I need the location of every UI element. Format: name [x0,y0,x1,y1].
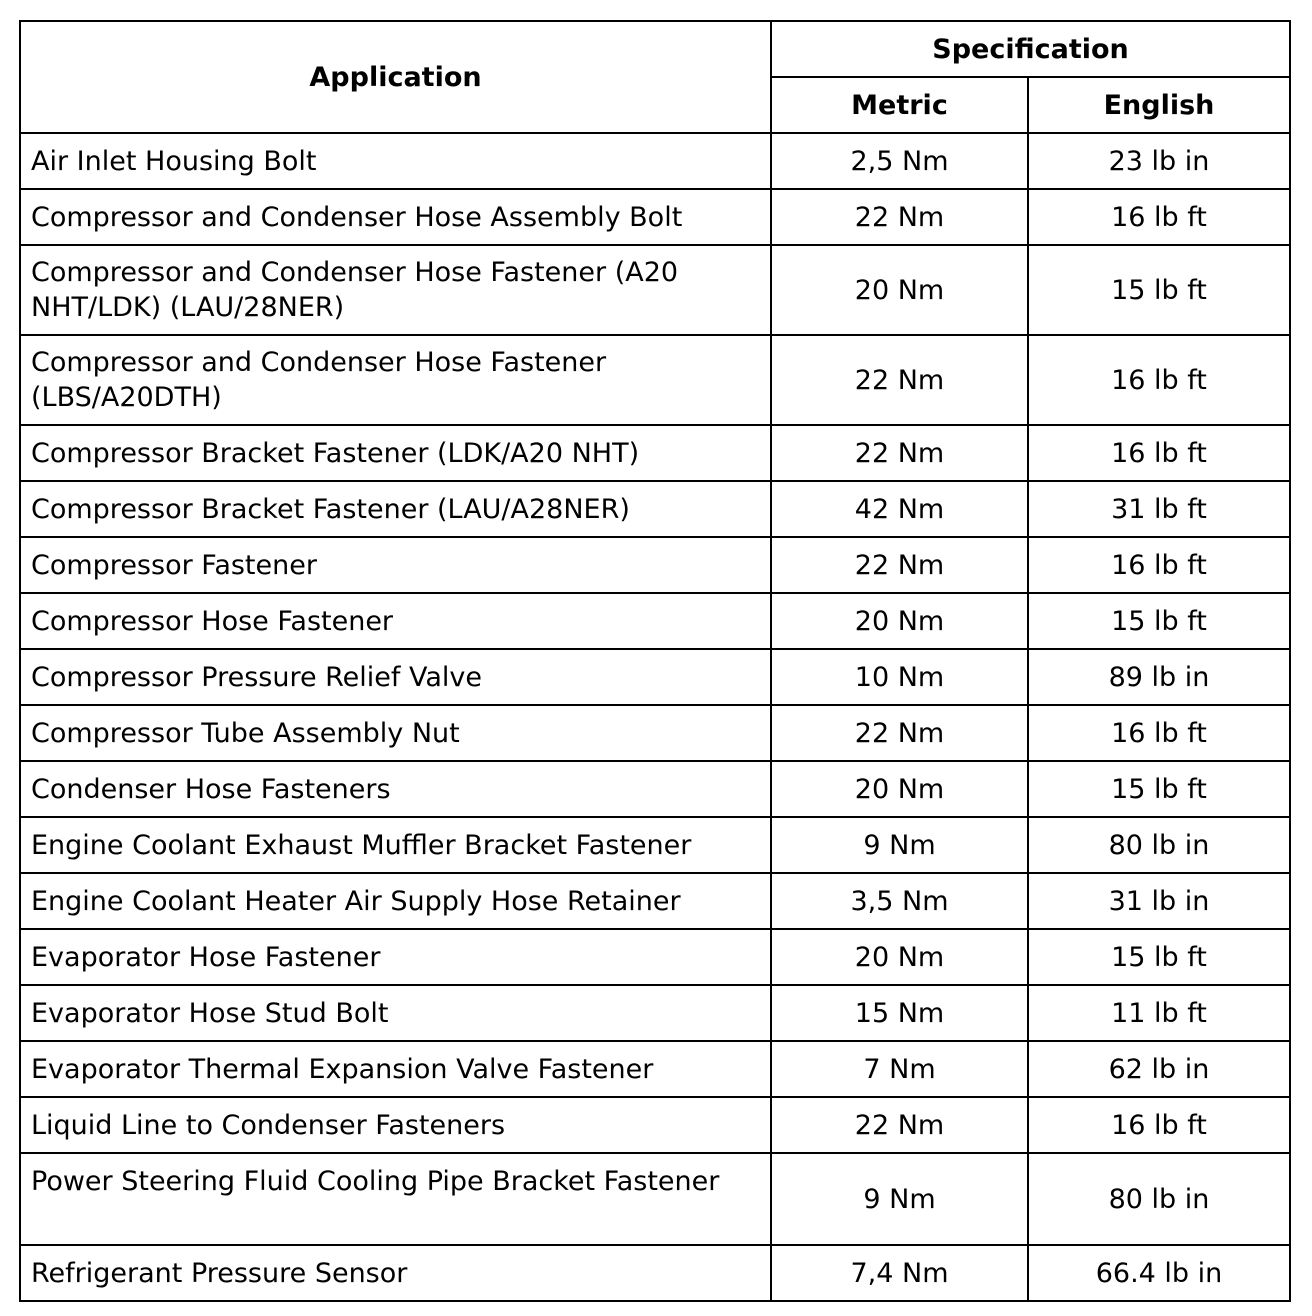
metric-header: Metric [771,77,1028,133]
english-cell: 89 lb in [1028,649,1290,705]
metric-cell: 22 Nm [771,705,1028,761]
application-cell: Compressor Hose Fastener [20,593,771,649]
application-cell: Compressor and Condenser Hose Assembly Bolt [20,189,771,245]
metric-cell: 10 Nm [771,649,1028,705]
application-cell: Evaporator Hose Fastener [20,929,771,985]
table-row [20,481,1290,537]
application-cell: Compressor and Condenser Hose Fastener (LBS/A20DTH) [20,335,771,425]
table-row [20,1097,1290,1153]
english-cell: 66.4 lb in [1028,1245,1290,1301]
specification-header: Specification [771,21,1290,77]
metric-cell: 20 Nm [771,245,1028,335]
table-row [20,245,1290,335]
metric-cell: 20 Nm [771,761,1028,817]
table-row [20,705,1290,761]
english-cell: 23 lb in [1028,133,1290,189]
table-row [20,133,1290,189]
metric-cell: 22 Nm [771,189,1028,245]
application-cell: Compressor Pressure Relief Valve [20,649,771,705]
table-row [20,335,1290,425]
application-cell: Compressor and Condenser Hose Fastener (A20 NHT/LDK) (LAU/28NER) [20,245,771,335]
english-cell: 80 lb in [1028,817,1290,873]
application-cell: Refrigerant Pressure Sensor [20,1245,771,1301]
table-row [20,593,1290,649]
application-cell: Power Steering Fluid Cooling Pipe Bracket Fastener [20,1153,771,1245]
english-cell: 16 lb ft [1028,537,1290,593]
table-row [20,1245,1290,1301]
table-row [20,649,1290,705]
table-row [20,873,1290,929]
application-cell: Compressor Bracket Fastener (LDK/A20 NHT) [20,425,771,481]
english-cell: 11 lb ft [1028,985,1290,1041]
table-row [20,929,1290,985]
metric-cell: 22 Nm [771,335,1028,425]
metric-cell: 15 Nm [771,985,1028,1041]
application-header: Application [20,21,771,133]
english-cell: 16 lb ft [1028,335,1290,425]
application-cell: Evaporator Hose Stud Bolt [20,985,771,1041]
application-cell: Engine Coolant Heater Air Supply Hose Retainer [20,873,771,929]
application-cell: Compressor Bracket Fastener (LAU/A28NER) [20,481,771,537]
header-row-top [20,21,1290,77]
application-cell: Evaporator Thermal Expansion Valve Fastener [20,1041,771,1097]
english-header: English [1028,77,1290,133]
table-row [20,1153,1290,1245]
english-cell: 15 lb ft [1028,929,1290,985]
metric-cell: 20 Nm [771,593,1028,649]
metric-cell: 3,5 Nm [771,873,1028,929]
metric-cell: 7 Nm [771,1041,1028,1097]
english-cell: 15 lb ft [1028,761,1290,817]
table-row [20,425,1290,481]
application-cell: Condenser Hose Fasteners [20,761,771,817]
english-cell: 62 lb in [1028,1041,1290,1097]
application-cell: Engine Coolant Exhaust Muffler Bracket Fastener [20,817,771,873]
english-cell: 15 lb ft [1028,245,1290,335]
metric-cell: 22 Nm [771,425,1028,481]
table-row [20,537,1290,593]
application-cell: Liquid Line to Condenser Fasteners [20,1097,771,1153]
table-row [20,817,1290,873]
english-cell: 16 lb ft [1028,705,1290,761]
metric-cell: 7,4 Nm [771,1245,1028,1301]
metric-cell: 2,5 Nm [771,133,1028,189]
metric-cell: 22 Nm [771,1097,1028,1153]
english-cell: 31 lb ft [1028,481,1290,537]
metric-cell: 9 Nm [771,817,1028,873]
metric-cell: 9 Nm [771,1153,1028,1245]
metric-cell: 42 Nm [771,481,1028,537]
english-cell: 31 lb in [1028,873,1290,929]
table-row [20,985,1290,1041]
english-cell: 15 lb ft [1028,593,1290,649]
application-cell: Compressor Tube Assembly Nut [20,705,771,761]
application-cell: Air Inlet Housing Bolt [20,133,771,189]
english-cell: 16 lb ft [1028,425,1290,481]
table-row [20,1041,1290,1097]
table-row [20,761,1290,817]
metric-cell: 20 Nm [771,929,1028,985]
application-cell: Compressor Fastener [20,537,771,593]
table-row [20,189,1290,245]
metric-cell: 22 Nm [771,537,1028,593]
torque-spec-table [19,20,1291,1302]
english-cell: 16 lb ft [1028,189,1290,245]
english-cell: 16 lb ft [1028,1097,1290,1153]
english-cell: 80 lb in [1028,1153,1290,1245]
